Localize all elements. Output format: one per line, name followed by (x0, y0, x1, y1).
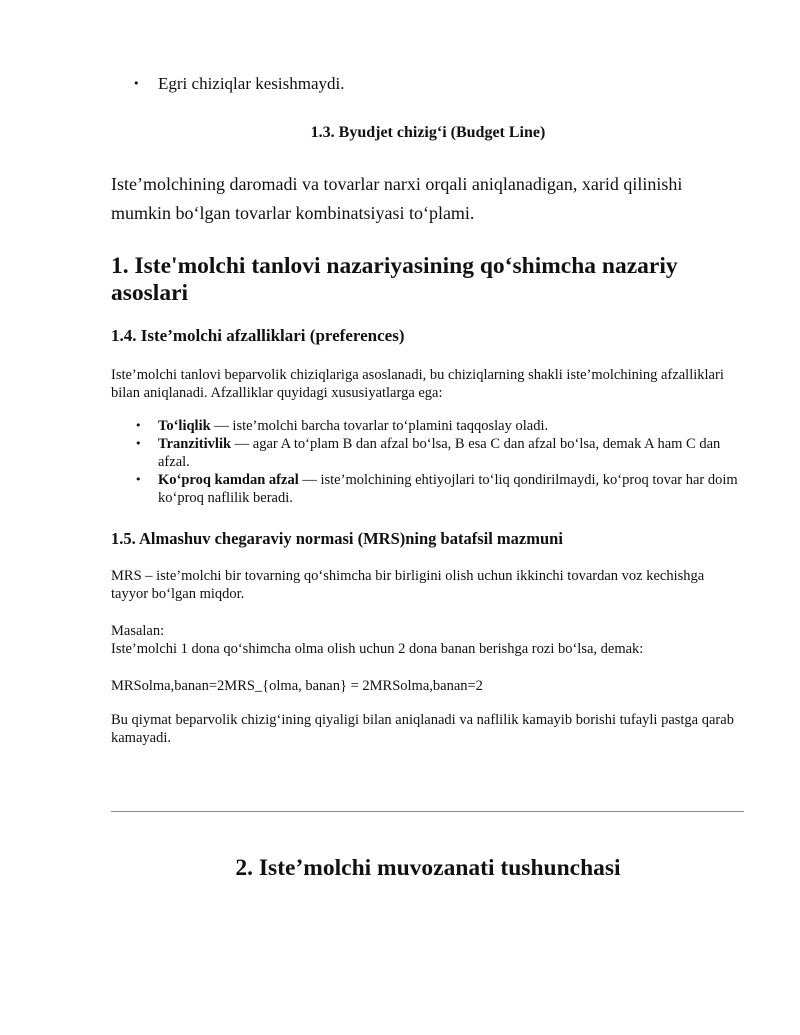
mrs-formula: MRSolma,banan=2MRS_{olma, banan} = 2MRSolma,banan=2 (111, 678, 483, 694)
bullet-icon: • (135, 473, 142, 486)
example-block (111, 622, 741, 658)
preferences-intro: Iste’molchi tanlovi beparvolik chiziqlariga asoslanadi, bu chiziqlarning shakli iste’molchining afzalliklari bilan aniqlanadi. Afzalliklar quyidagi xususiyatlarga ega: (111, 367, 724, 401)
bullet-icon: • (135, 437, 142, 450)
list-item-text: — iste’molchi barcha tovarlar to‘plamini taqqoslay oladi. (210, 418, 549, 434)
chapter-heading-2: 2. Iste’molchi muvozanati tushunchasi (235, 855, 621, 881)
list-item (133, 74, 345, 94)
section-heading-1-5: 1.5. Almashuv chegaraviy normasi (MRS)ning batafsil mazmuni (111, 529, 563, 548)
list-item-term: Tranzitivlik (158, 436, 232, 452)
horizontal-divider (111, 811, 744, 812)
list-item-term: Ko‘proq kamdan afzal (158, 472, 299, 488)
list-item (135, 435, 738, 471)
section-heading-1-4: 1.4. Iste’molchi afzalliklari (preferences) (111, 326, 405, 345)
list-item-term: To‘liqlik (158, 418, 211, 434)
budget-line-definition (111, 170, 751, 228)
bullet-icon: • (133, 77, 140, 90)
mrs-definition: MRS – iste’molchi bir tovarning qo‘shimcha bir birligini olish uchun ikkinchi tovardan voz kechishga tayyor bo‘lgan miqdor. (111, 568, 705, 602)
definition-line: Iste’molchining daromadi va tovarlar narxi orqali aniqlanadigan, xarid qilinishi (111, 174, 683, 194)
list-item-text: Egri chiziqlar kesishmaydi. (158, 74, 345, 93)
bullet-list (133, 74, 345, 94)
definition-line: mumkin bo‘lgan tovarlar kombinatsiyasi to‘plami. (111, 203, 475, 223)
preferences-list (135, 417, 738, 507)
example-label: Masalan: (111, 623, 165, 639)
list-item (135, 417, 738, 435)
mrs-conclusion: Bu qiymat beparvolik chizig‘ining qiyaligi bilan aniqlanadi va naflilik kamayib borishi tufayli pastga qarab kamayadi. (111, 712, 734, 746)
bullet-icon: • (135, 419, 142, 432)
section-heading-1-3: 1.3. Byudjet chizig‘i (Budget Line) (310, 124, 546, 141)
list-item-text: — agar A to‘plam B dan afzal bo‘lsa, B esa C dan afzal bo‘lsa, demak A ham C dan afzal. (158, 436, 721, 470)
chapter-heading-1: 1. Iste'molchi tanlovi nazariyasining qo‘shimcha nazariy asoslari (111, 253, 678, 306)
list-item (135, 471, 738, 507)
example-text: Iste’molchi 1 dona qo‘shimcha olma olish uchun 2 dona banan berishga rozi bo‘lsa, demak: (111, 641, 644, 657)
list-item-text: — iste’molchining ehtiyojlari to‘liq qondirilmaydi, ko‘proq tovar har doim ko‘proq naflilik beradi. (158, 472, 738, 506)
